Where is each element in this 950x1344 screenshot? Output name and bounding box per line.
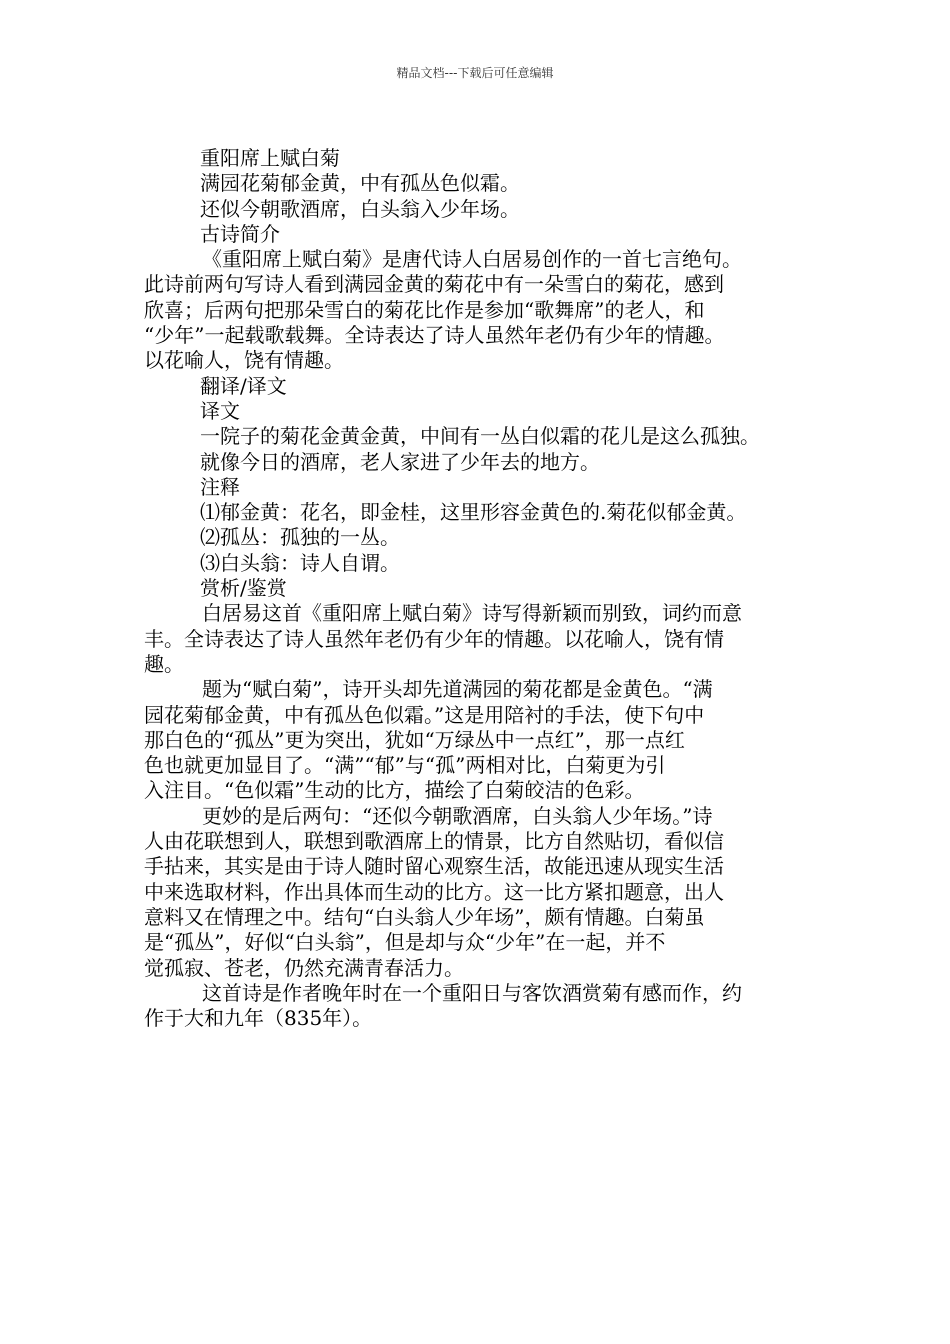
para-3-line: 是“孤丛”，好似“白头翁”，但是却与众“少年”在一起，并不 (144, 930, 666, 955)
note-1: ⑴郁金黄：花名，即金桂，这里形容金黄色的.菊花似郁金黄。 (200, 500, 747, 525)
para-4-line: 作于大和九年（835年）。 (144, 1006, 373, 1031)
para-2-line: 色也就更加显目了。“满”“郁”与“孤”两相对比，白菊更为引 (144, 753, 666, 778)
para-2-line: 那白色的“孤丛”更为突出，犹如“万绿丛中一点红”，那一点红 (144, 727, 685, 752)
para-3-line: 觉孤寂、苍老，仍然充满青春活力。 (144, 955, 464, 980)
page-header: 精品文档---下载后可任意编辑 (396, 66, 554, 80)
para-2-line: 入注目。“色似霜”生动的比方，描绘了白菊皎洁的色彩。 (144, 778, 645, 803)
para-2-line: 园花菊郁金黄，中有孤丛色似霜。”这是用陪衬的手法，使下句中 (144, 702, 705, 727)
para-4-line: 这首诗是作者晚年时在一个重阳日与客饮酒赏菊有感而作，约 (202, 980, 742, 1005)
note-3: ⑶白头翁：诗人自谓。 (200, 550, 400, 575)
para-1-line: 趣。 (144, 651, 184, 676)
appreciation-heading: 赏析/鉴赏 (200, 576, 287, 601)
intro-heading: 古诗简介 (200, 221, 280, 246)
note-2: ⑵孤丛：孤独的一丛。 (200, 525, 400, 550)
intro-line: 以花喻人，饶有情趣。 (144, 348, 344, 373)
intro-line: 此诗前两句写诗人看到满园金黄的菊花中有一朵雪白的菊花，感到 (144, 272, 724, 297)
poem-line-2: 还似今朝歌酒席，白头翁入少年场。 (200, 196, 520, 221)
poem-line-1: 满园花菊郁金黄，中有孤丛色似霜。 (200, 171, 520, 196)
para-2-line: 题为“赋白菊”，诗开头却先道满园的菊花都是金黄色。“满 (202, 677, 713, 702)
translation-subheading: 译文 (200, 398, 240, 423)
para-3-line: 手拈来，其实是由于诗人随时留心观察生活，故能迅速从现实生活 (144, 854, 724, 879)
para-1-line: 丰。全诗表达了诗人虽然年老仍有少年的情趣。以花喻人，饶有情 (144, 626, 724, 651)
poem-title: 重阳席上赋白菊 (200, 146, 340, 170)
para-3-line: 更妙的是后两句：“还似今朝歌酒席，白头翁人少年场。”诗 (202, 803, 713, 828)
translation-heading: 翻译/译文 (200, 373, 287, 398)
para-3-line: 意料又在情理之中。结句“白头翁人少年场”，颇有情趣。白菊虽 (144, 904, 705, 929)
para-3-line: 中来选取材料，作出具体而生动的比方。这一比方紧扣题意，出人 (144, 879, 724, 904)
intro-line: “少年”一起载歌载舞。全诗表达了诗人虽然年老仍有少年的情趣。 (144, 323, 725, 348)
intro-line: 《重阳席上赋白菊》是唐代诗人白居易创作的一首七言绝句。 (202, 247, 742, 272)
para-3-line: 人由花联想到人，联想到歌酒席上的情景，比方自然贴切，看似信 (144, 829, 724, 854)
para-1-line: 白居易这首《重阳席上赋白菊》诗写得新颖而别致，词约而意 (202, 601, 742, 626)
document-body (144, 146, 819, 1031)
translation-line-1: 一院子的菊花金黄金黄，中间有一丛白似霜的花儿是这么孤独。 (200, 424, 760, 449)
intro-line: 欣喜；后两句把那朵雪白的菊花比作是参加“歌舞席”的老人，和 (144, 297, 705, 322)
translation-line-2: 就像今日的酒席，老人家进了少年去的地方。 (200, 449, 600, 474)
notes-heading: 注释 (200, 474, 240, 499)
